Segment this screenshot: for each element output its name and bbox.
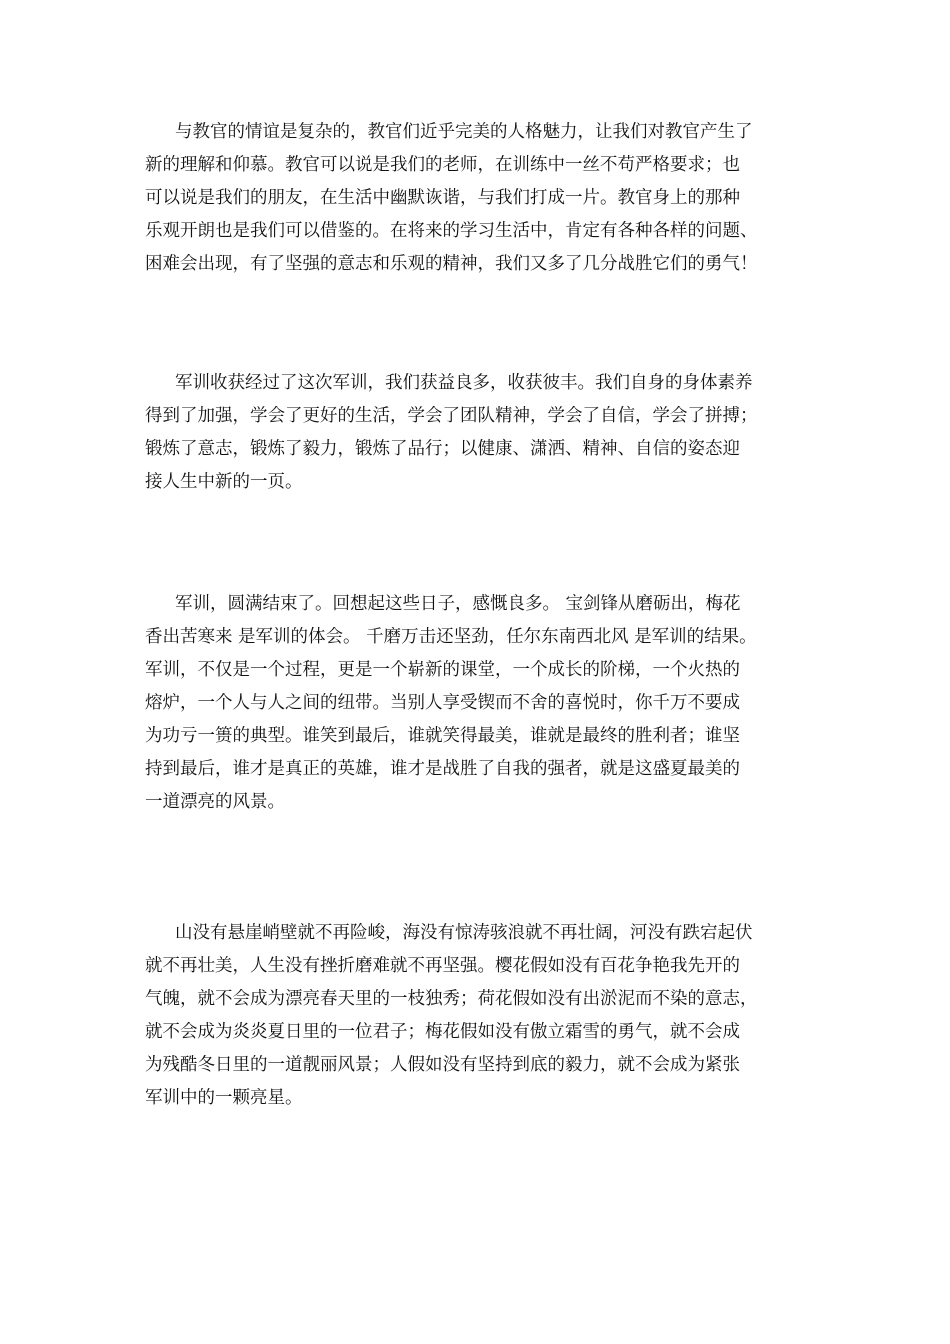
text-line: 就不会成为炎炎夏日里的一位君子；梅花假如没有傲立霜雪的勇气，就不会成 bbox=[145, 1022, 740, 1042]
text-line: 得到了加强，学会了更好的生活，学会了团队精神，学会了自信，学会了拼搏； bbox=[145, 406, 758, 426]
text-line: 可以说是我们的朋友，在生活中幽默诙谐，与我们打成一片。教官身上的那种 bbox=[145, 188, 740, 208]
text-line: 熔炉，一个人与人之间的纽带。当别人享受锲而不舍的喜悦时，你千万不要成 bbox=[145, 693, 740, 713]
text-line: 气魄，就不会成为漂亮春天里的一枝独秀；荷花假如没有出淤泥而不染的意志， bbox=[145, 989, 758, 1009]
text-line: 军训中的一颗亮星。 bbox=[145, 1088, 303, 1108]
text-line: 香出苦寒来 是军训的体会。 千磨万击还坚劲，任尔东南西北风 是军训的结果。 bbox=[145, 627, 757, 647]
text-line: 军训，圆满结束了。回想起这些日子，感慨良多。 宝剑锋从磨砺出，梅花 bbox=[175, 594, 741, 614]
paragraph-training-gains bbox=[145, 367, 845, 499]
paragraph-training-conclusion bbox=[145, 588, 845, 819]
text-line: 为残酷冬日里的一道靓丽风景；人假如没有坚持到底的毅力，就不会成为紧张 bbox=[145, 1055, 740, 1075]
text-line: 持到最后，谁才是真正的英雄，谁才是战胜了自我的强者，就是这盛夏最美的 bbox=[145, 759, 740, 779]
text-line: 困难会出现，有了坚强的意志和乐观的精神，我们又多了几分战胜它们的勇气！ bbox=[145, 254, 758, 274]
paragraph-instructor-friendship bbox=[145, 116, 845, 281]
text-line: 新的理解和仰慕。教官可以说是我们的老师，在训练中一丝不苟严格要求；也 bbox=[145, 155, 740, 175]
text-line: 军训收获经过了这次军训，我们获益良多，收获彼丰。我们自身的身体素养 bbox=[175, 373, 753, 393]
text-line: 一道漂亮的风景。 bbox=[145, 792, 285, 812]
text-line: 锻炼了意志，锻炼了毅力，锻炼了品行；以健康、潇洒、精神、自信的姿态迎 bbox=[145, 439, 740, 459]
text-line: 就不再壮美，人生没有挫折磨难就不再坚强。樱花假如没有百花争艳我先开的 bbox=[145, 956, 740, 976]
text-line: 与教官的情谊是复杂的，教官们近乎完美的人格魅力，让我们对教官产生了 bbox=[175, 122, 753, 142]
text-line: 山没有悬崖峭壁就不再险峻，海没有惊涛骇浪就不再壮阔，河没有跌宕起伏 bbox=[175, 923, 753, 943]
text-line: 为功亏一篑的典型。谁笑到最后，谁就笑得最美，谁就是最终的胜利者；谁坚 bbox=[145, 726, 740, 746]
text-line: 军训，不仅是一个过程，更是一个崭新的课堂，一个成长的阶梯，一个火热的 bbox=[145, 660, 740, 680]
text-line: 接人生中新的一页。 bbox=[145, 472, 303, 492]
text-line: 乐观开朗也是我们可以借鉴的。在将来的学习生活中，肯定有各种各样的问题、 bbox=[145, 221, 758, 241]
paragraph-perseverance bbox=[145, 917, 845, 1115]
